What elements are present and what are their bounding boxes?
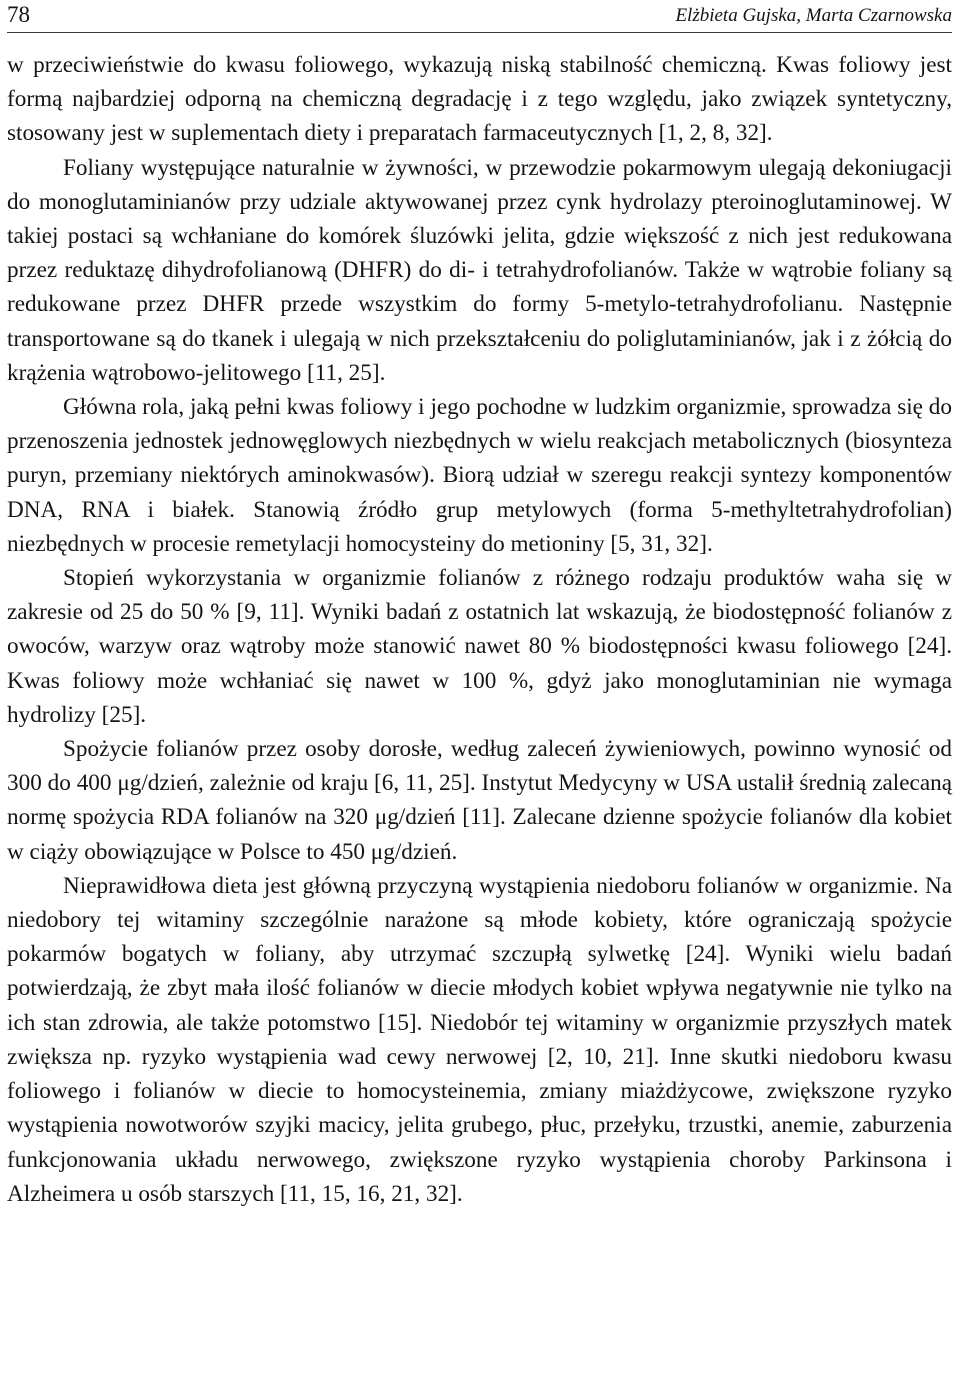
paragraph: Stopień wykorzystania w organizmie folianów z różnego rodzaju produktów waha się w zakresie od 25 do 50 % [9, 11]. Wyniki badań z ostatnich lat wskazują, że biodostępność folianów z owoców, warzyw oraz wątroby może stanowić nawet 80 % biodostępności kwasu foliowego [24]. Kwas foliowy może wchłaniać się nawet w 100 %, gdyż jako monoglutaminian nie wymaga hydrolizy [25]. — [7, 565, 952, 728]
page-number: 78 — [7, 2, 30, 27]
paragraph: Spożycie folianów przez osoby dorosłe, według zaleceń żywieniowych, powinno wynosić od 300 do 400 μg/dzień, zależnie od kraju [6, 11, 25]. Instytut Medycyny w USA ustalił średnią zalecaną normę spożycia RDA folianów na 320 μg/dzień [11]. Zalecane dzienne spożycie folianów dla kobiet w ciąży obowiązujące w Polsce to 450 μg/dzień. — [7, 736, 952, 865]
paragraph-continued: w przeciwieństwie do kwasu foliowego, wykazują niską stabilność chemiczną. Kwas foliowy jest formą najbardziej odporną na chemiczną degradację i z tego względu, jako związek syntetyczny, stosowany jest w suplementach diety i preparatach farmaceutycznych [1, 2, 8, 32]. — [7, 52, 952, 147]
article-body — [7, 48, 952, 1211]
paragraph: Nieprawidłowa dieta jest główną przyczyną wystąpienia niedoboru folianów w organizmie. Na niedobory tej witaminy szczególnie narażone są młode kobiety, które ograniczają spożycie pokarmów bogatych w foliany, aby utrzymać szczupłą sylwetkę [24]. Wyniki wielu badań potwierdzają, że zbyt mała ilość folianów w diecie młodych kobiet wpływa negatywnie nie tylko na ich stan zdrowia, ale także potomstwo [15]. Niedobór tej witaminy w organizmie przyszłych matek zwiększa np. ryzyko wystąpienia wad cewy nerwowej [2, 10, 21]. Inne skutki niedoboru kwasu foliowego i folianów w diecie to homocysteinemia, zmiany miażdżycowe, zwiększone ryzyko wystąpienia nowotworów szyjki macicy, jelita grubego, płuc, przełyku, trzustki, anemie, zaburzenia funkcjonowania układu nerwowego, zwiększone ryzyko wystąpienia choroby Parkinsona i Alzheimera u osób starszych [11, 15, 16, 21, 32]. — [7, 872, 952, 1207]
running-head-authors: Elżbieta Gujska, Marta Czarnowska — [675, 5, 952, 26]
paragraph: Foliany występujące naturalnie w żywności, w przewodzie pokarmowym ulegają dekoniugacji do monoglutaminianów przy udziale aktywowanej przez cynk hydrolazy pteroinoglutaminowej. W takiej postaci są wchłaniane do komórek śluzówki jelita, gdzie większość z nich jest redukowana przez reduktazę dihydrofolianową (DHFR) do di- i tetrahydrofolianów. Także w wątrobie foliany są redukowane przez DHFR przede wszystkim do formy 5-metylo-tetrahydrofolianu. Następnie transportowane są do tkanek i ulegają w nich przekształceniu do poliglutaminianów, jak i z żółcią do krążenia wątrobowo-jelitowego [11, 25]. — [7, 154, 952, 386]
paragraph: Główna rola, jaką pełni kwas foliowy i jego pochodne w ludzkim organizmie, sprowadza się do przenoszenia jednostek jednowęglowych niezbędnych w wielu reakcjach metabolicznych (biosynteza puryn, przemiany niektórych aminokwasów). Biorą udział w szeregu reakcji syntezy komponentów DNA, RNA i białek. Stanowią źródło grup metylowych (forma 5-methyltetrahydrofolian) niezbędnych w procesie remetylacji homocysteiny do metioniny [5, 31, 32]. — [7, 394, 952, 557]
page-header — [7, 0, 952, 33]
